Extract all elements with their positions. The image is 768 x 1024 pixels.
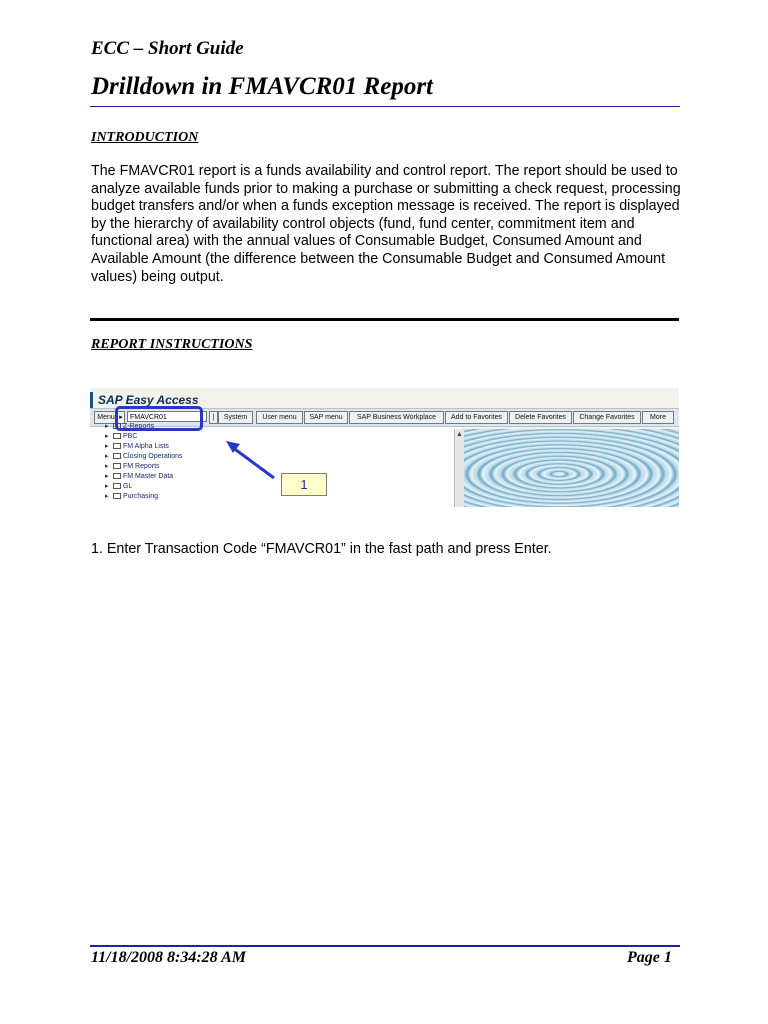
- user-menu-button[interactable]: User menu: [256, 411, 303, 424]
- expand-icon[interactable]: ▸: [105, 453, 109, 460]
- tree-item-fm-master-data[interactable]: ▸ FM Master Data: [105, 473, 174, 480]
- footer-timestamp: 11/18/2008 8:34:28 AM: [91, 949, 246, 966]
- scroll-up-icon[interactable]: ▲: [456, 431, 463, 438]
- introduction-heading: INTRODUCTION: [91, 130, 199, 145]
- add-favorites-button[interactable]: Add to Favorites: [445, 411, 508, 424]
- tree-item-fm-reports[interactable]: ▸ FM Reports: [105, 463, 160, 470]
- tree-item-fm-alpha-lists[interactable]: ▸ FM Alpha Lists: [105, 443, 169, 450]
- command-field[interactable]: FMAVCR01: [127, 411, 207, 422]
- tree-item-gl[interactable]: ▸ GL: [105, 483, 133, 490]
- footer-page-number: Page 1: [627, 949, 672, 966]
- expand-icon[interactable]: ▸: [105, 473, 109, 480]
- business-workplace-button[interactable]: SAP Business Workplace: [349, 411, 444, 424]
- tree-item-z-reports[interactable]: ▸ Z-Reports: [105, 423, 155, 430]
- delete-favorites-button[interactable]: Delete Favorites: [509, 411, 572, 424]
- footer-rule: [90, 945, 680, 947]
- tree-item-closing-operations[interactable]: ▸ Closing Operations: [105, 453, 183, 460]
- change-favorites-button[interactable]: Change Favorites: [573, 411, 641, 424]
- sap-title: SAP Easy Access: [98, 393, 199, 407]
- step-1-text: 1. Enter Transaction Code “FMAVCR01” in the fast path and press Enter.: [91, 541, 552, 557]
- tree-item-pbc[interactable]: ▸ PBC: [105, 433, 138, 440]
- menu-arrow-icon[interactable]: ▸: [117, 411, 125, 424]
- expand-icon[interactable]: ▸: [105, 493, 109, 500]
- expand-icon[interactable]: ▸: [105, 433, 109, 440]
- command-history-icon[interactable]: |: [209, 411, 218, 424]
- system-button[interactable]: System: [218, 411, 253, 424]
- sap-menu-button[interactable]: SAP menu: [304, 411, 348, 424]
- expand-icon[interactable]: ▸: [105, 443, 109, 450]
- guide-title: ECC – Short Guide: [91, 38, 244, 59]
- expand-icon[interactable]: ▸: [105, 483, 109, 490]
- instructions-heading: REPORT INSTRUCTIONS: [91, 337, 253, 352]
- introduction-body: The FMAVCR01 report is a funds availability and control report. The report should be used to analyze available funds prior to making a purchase or submitting a check request, processing budget transfers and/or when a funds exception message is received. The report is displayed by the hierarchy of availability control objects (fund, fund center, commitment item and functional area) with the annual values of Consumable Budget, Consumed Amount and Available Amount (the difference between the Consumable Budget and Consumed Amount values) being output.: [91, 163, 681, 285]
- tree-item-purchasing[interactable]: ▸ Purchasing: [105, 493, 159, 500]
- menu-button[interactable]: Menu: [94, 411, 118, 424]
- document-title: Drilldown in FMAVCR01 Report: [91, 73, 433, 100]
- step-callout: 1: [281, 473, 327, 496]
- expand-icon[interactable]: ▸: [105, 423, 109, 430]
- expand-icon[interactable]: ▸: [105, 463, 109, 470]
- more-button[interactable]: More: [642, 411, 674, 424]
